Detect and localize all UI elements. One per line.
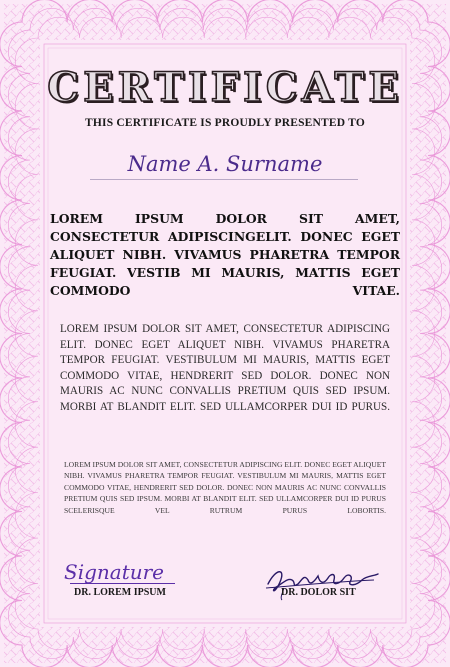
presented-to-text: THIS CERTIFICATE IS PROUDLY PRESENTED TO [85,117,365,129]
fine-print-paragraph: LOREM IPSUM DOLOR SIT AMET, CONSECTETUR ADIPISCING ELIT. DONEC EGET ALIQUET NIBH. VIVAMUS PHARETRA TEMPOR FEUGIAT. VESTIBULUM MI MAURIS, MATTIS EGET COMMODO VITAE, HENDRERIT SED DOLOR. DONEC NON MAURIS AC NUNC CONVALLIS PRETIUM QUIS SED IPSUM. MORBI AT BLANDIT ELIT. SED ULLAMCORPER DUI ID PURUS SCELERISQUE VEL RUTRUM PURUS LOBORTIS. [64,460,386,515]
signatory-name-left: DR. LOREM IPSUM [74,587,166,598]
signatory-name-right: DR. DOLOR SIT [281,587,356,598]
recipient-underline [90,179,358,180]
signature-line-left [70,583,175,584]
lead-paragraph: LOREM IPSUM DOLOR SIT AMET, CONSECTETUR ADIPISCINGELIT. DONEC EGET ALIQUET NIBH. VIVAMUS PHARETRA TEMPOR FEUGIAT. VESTIB MI MAURIS, MATTIS EGET COMMODO VITAE. [50,211,400,298]
certificate-title: CERTIFICATE [47,64,403,111]
signature-script-left: Signature [64,560,165,584]
recipient-name: Name A. Surname [127,152,323,176]
body-paragraph: LOREM IPSUM DOLOR SIT AMET, CONSECTETUR ADIPISCING ELIT. DONEC EGET ALIQUET NIBH. VIVAMUS PHARETRA TEMPOR FEUGIAT. VESTIBULUM MI MAURIS, MATTIS EGET COMMODO VITAE, HENDRERIT SED DOLOR. DONEC NON MAURIS AC NUNC CONVALLIS PRETIUM QUIS SED IPSUM. MORBI AT BLANDIT ELIT. SED ULLAMCORPER DUI ID PURUS. [60,323,390,413]
